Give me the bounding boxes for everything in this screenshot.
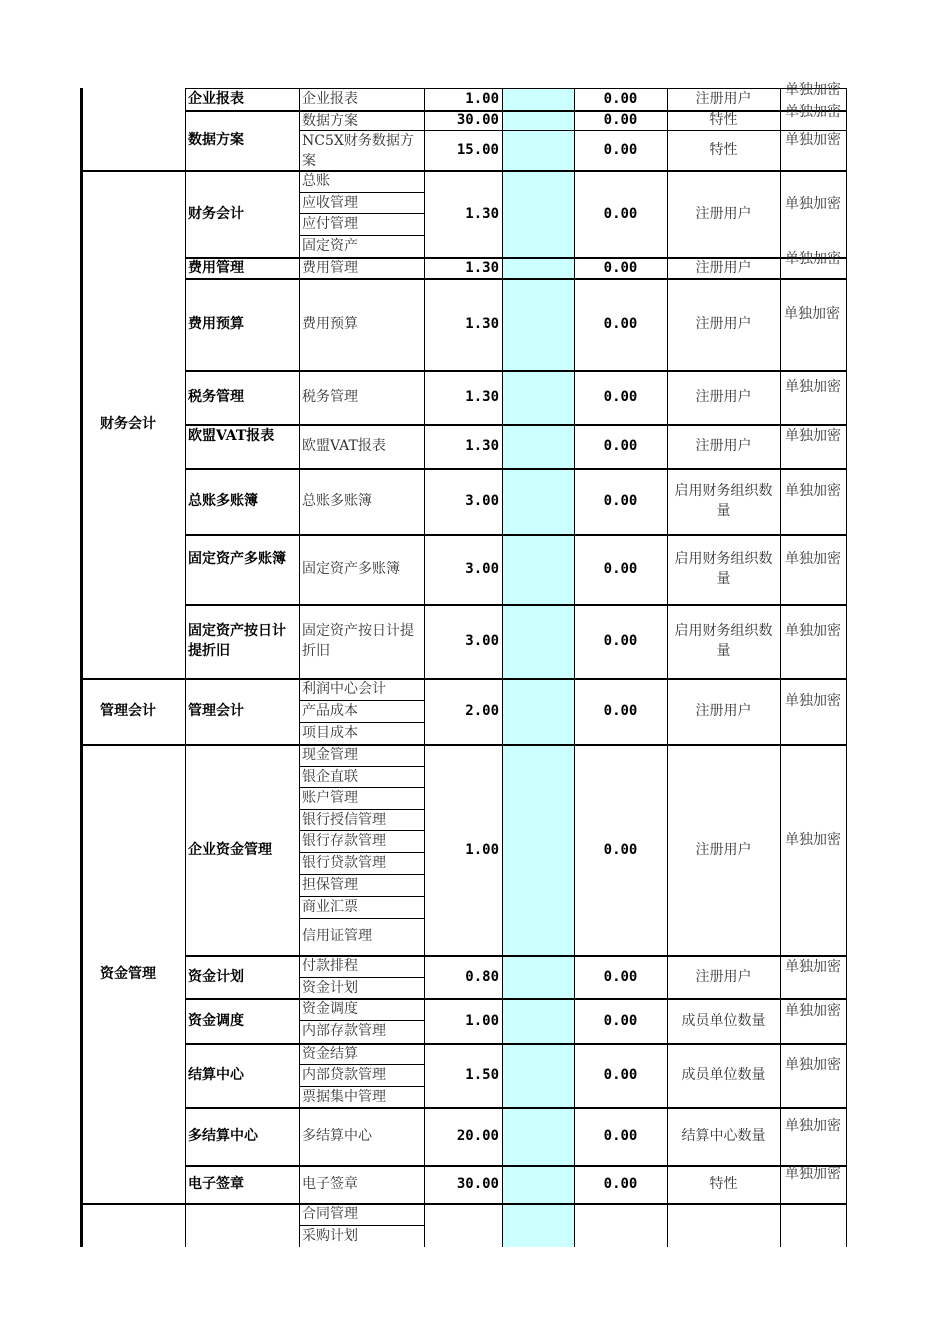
- category-label: 管理会计: [100, 703, 156, 719]
- unit-price: 3.00: [465, 493, 499, 509]
- sub-module: 信用证管理: [302, 928, 372, 944]
- unit-price: 1.30: [465, 259, 499, 276]
- license-basis: 启用财务组织数量: [674, 483, 773, 519]
- encrypt-mode: 单独加密: [785, 379, 841, 395]
- amount: 0.00: [603, 91, 638, 107]
- amount: 0.00: [603, 1012, 638, 1029]
- unit-price: 2.00: [465, 703, 499, 719]
- encrypt-mode: 单独加密: [784, 306, 840, 322]
- module-name: 税务管理: [188, 389, 244, 405]
- amount: 0.00: [603, 142, 638, 158]
- sub-module: 资金调度: [302, 1001, 358, 1017]
- amount: 0.00: [603, 493, 638, 509]
- row-divider: [185, 998, 847, 1000]
- input-column-cell[interactable]: [503, 88, 574, 1247]
- row-divider: [185, 534, 847, 536]
- amount: 0.00: [603, 205, 638, 222]
- sub-module: 商业汇票: [302, 899, 358, 915]
- sub-module: 固定资产: [302, 238, 358, 254]
- unit-price: 1.30: [465, 316, 499, 332]
- module-name: 企业报表: [188, 91, 244, 107]
- category-label: 资金管理: [100, 966, 156, 982]
- license-basis: 成员单位数量: [681, 1012, 766, 1029]
- sub-module: 银行贷款管理: [302, 855, 386, 871]
- encrypt-mode: 单独加密: [785, 1166, 841, 1182]
- row-divider: [185, 744, 847, 746]
- module-name: 总账多账簿: [188, 493, 258, 509]
- sub-module: 电子签章: [302, 1176, 358, 1192]
- license-basis: 注册用户: [695, 841, 752, 858]
- encrypt-mode: 单独加密: [785, 483, 841, 499]
- row-divider: [185, 1107, 847, 1109]
- license-basis: 注册用户: [695, 968, 752, 985]
- license-basis: 成员单位数量: [681, 1067, 766, 1083]
- encrypt-mode: 单独加密: [785, 82, 841, 98]
- sub-module: 担保管理: [302, 877, 358, 893]
- amount: 0.00: [603, 316, 638, 332]
- unit-price: 15.00: [456, 142, 499, 158]
- grid-line: [185, 88, 186, 1247]
- module-name: 资金调度: [188, 1012, 244, 1029]
- encrypt-mode: 单独加密: [785, 428, 841, 444]
- module-name: 多结算中心: [188, 1128, 258, 1144]
- license-basis: 启用财务组织数量: [674, 551, 773, 587]
- license-basis: 结算中心数量: [681, 1128, 766, 1144]
- unit-price: 1.30: [465, 438, 499, 454]
- encrypt-mode: 单独加密: [785, 1002, 841, 1019]
- module-name: 费用预算: [188, 316, 244, 332]
- license-basis: 启用财务组织数量: [674, 623, 773, 659]
- amount: 0.00: [603, 561, 638, 577]
- module-name: 电子签章: [188, 1176, 244, 1192]
- sub-module: 项目成本: [302, 725, 358, 741]
- sub-module: 应付管理: [302, 216, 358, 232]
- encrypt-mode: 单独加密: [785, 104, 841, 120]
- grid-line: [846, 88, 847, 1247]
- amount: 0.00: [603, 1067, 638, 1083]
- sub-module: 银企直联: [302, 769, 358, 785]
- sub-module: 总账多账簿: [302, 493, 372, 509]
- amount: 0.00: [603, 841, 638, 858]
- amount: 0.00: [603, 112, 638, 128]
- category-label: 财务会计: [100, 416, 156, 432]
- row-divider: [185, 678, 847, 680]
- module-name: 固定资产按日计提折旧: [188, 623, 286, 659]
- amount: 0.00: [603, 703, 638, 719]
- encrypt-mode: 单独加密: [785, 693, 841, 709]
- sub-module: 采购计划: [302, 1228, 358, 1244]
- row-divider: [185, 1043, 847, 1045]
- license-basis: 特性: [709, 142, 738, 158]
- license-basis: 注册用户: [695, 259, 752, 276]
- sub-module: 票据集中管理: [302, 1089, 386, 1105]
- row-divider: [185, 955, 847, 957]
- unit-price: 30.00: [456, 112, 499, 128]
- sub-module: 合同管理: [302, 1206, 358, 1222]
- sub-module: 资金计划: [302, 980, 358, 996]
- group-divider: [82, 678, 185, 680]
- row-divider: [185, 1203, 847, 1205]
- encrypt-mode: 单独加密: [785, 132, 841, 148]
- sub-module: 税务管理: [302, 389, 358, 405]
- module-name: 结算中心: [188, 1067, 244, 1083]
- grid-line: [299, 88, 300, 1247]
- sub-module: 企业报表: [302, 91, 358, 107]
- license-basis: 注册用户: [695, 438, 752, 454]
- unit-price: 1.00: [465, 1012, 499, 1029]
- unit-price: 1.30: [465, 205, 499, 222]
- encrypt-mode: 单独加密: [785, 831, 841, 848]
- encrypt-mode: 单独加密: [785, 623, 841, 639]
- group-divider: [82, 1203, 185, 1205]
- sub-module: 银行存款管理: [302, 833, 386, 849]
- left-border: [80, 88, 83, 1247]
- module-name: 欧盟VAT报表: [188, 428, 275, 444]
- sub-module: 账户管理: [302, 790, 358, 806]
- unit-price: 20.00: [456, 1128, 499, 1144]
- sub-module: 应收管理: [302, 195, 358, 211]
- grid-line: [667, 88, 668, 1247]
- unit-price: 1.00: [465, 841, 499, 858]
- module-name: 数据方案: [188, 132, 244, 148]
- sub-module: 利润中心会计: [302, 681, 386, 697]
- sub-module: 费用管理: [302, 259, 358, 276]
- module-name: 企业资金管理: [188, 841, 272, 858]
- row-divider: [185, 370, 847, 372]
- module-name: 财务会计: [188, 205, 244, 222]
- row-divider: [185, 1165, 847, 1167]
- amount: 0.00: [603, 633, 638, 649]
- sub-module: 资金结算: [302, 1046, 358, 1062]
- encrypt-mode: 单独加密: [785, 551, 841, 567]
- group-divider: [82, 170, 185, 172]
- unit-price: 0.80: [465, 968, 499, 985]
- unit-price: 3.00: [465, 633, 499, 649]
- grid-line: [502, 88, 503, 1247]
- sub-module: 付款排程: [302, 958, 358, 974]
- license-basis: 注册用户: [695, 91, 752, 107]
- sub-module: 固定资产按日计提折旧: [302, 623, 414, 659]
- sub-divider: [299, 918, 424, 919]
- encrypt-mode: 单独加密: [785, 251, 841, 267]
- encrypt-mode: 单独加密: [785, 958, 841, 975]
- group-divider: [82, 744, 185, 746]
- module-name: 资金计划: [188, 968, 244, 985]
- sub-module: 固定资产多账簿: [302, 561, 400, 577]
- row-divider: [185, 278, 847, 280]
- sub-module: 数据方案: [302, 113, 358, 129]
- module-name: 费用管理: [188, 259, 244, 276]
- license-basis: 注册用户: [695, 316, 752, 332]
- unit-price: 1.50: [465, 1067, 499, 1083]
- amount: 0.00: [603, 438, 638, 454]
- unit-price: 30.00: [456, 1176, 499, 1192]
- sub-module: 欧盟VAT报表: [302, 438, 386, 454]
- module-name: 固定资产多账簿: [188, 551, 286, 567]
- sub-module: 费用预算: [302, 316, 358, 332]
- sub-module: 现金管理: [302, 747, 358, 763]
- sub-module: NC5X财务数据方案: [302, 133, 414, 169]
- sub-module: 内部存款管理: [302, 1023, 386, 1039]
- row-divider: [185, 604, 847, 606]
- license-basis: 特性: [709, 1176, 738, 1192]
- amount: 0.00: [603, 1128, 638, 1144]
- sub-module: 内部贷款管理: [302, 1067, 386, 1083]
- amount: 0.00: [603, 259, 638, 276]
- license-basis: 注册用户: [695, 389, 752, 405]
- encrypt-mode: 单独加密: [785, 1057, 841, 1073]
- license-basis: 特性: [709, 112, 738, 128]
- amount: 0.00: [603, 968, 638, 985]
- encrypt-mode: 单独加密: [785, 1118, 841, 1134]
- sub-module: 多结算中心: [302, 1128, 372, 1144]
- sub-module: 总账: [302, 173, 330, 189]
- module-name: 管理会计: [188, 703, 244, 719]
- row-divider: [185, 170, 847, 172]
- sub-module: 银行授信管理: [302, 812, 386, 828]
- amount: 0.00: [603, 1176, 638, 1192]
- encrypt-mode: 单独加密: [785, 195, 841, 212]
- license-basis: 注册用户: [695, 703, 752, 719]
- unit-price: 1.00: [465, 91, 499, 107]
- license-basis: 注册用户: [695, 205, 752, 222]
- amount: 0.00: [603, 389, 638, 405]
- grid-line: [780, 88, 781, 1247]
- unit-price: 1.30: [465, 389, 499, 405]
- sub-module: 产品成本: [302, 703, 358, 719]
- row-divider: [185, 468, 847, 470]
- unit-price: 3.00: [465, 561, 499, 577]
